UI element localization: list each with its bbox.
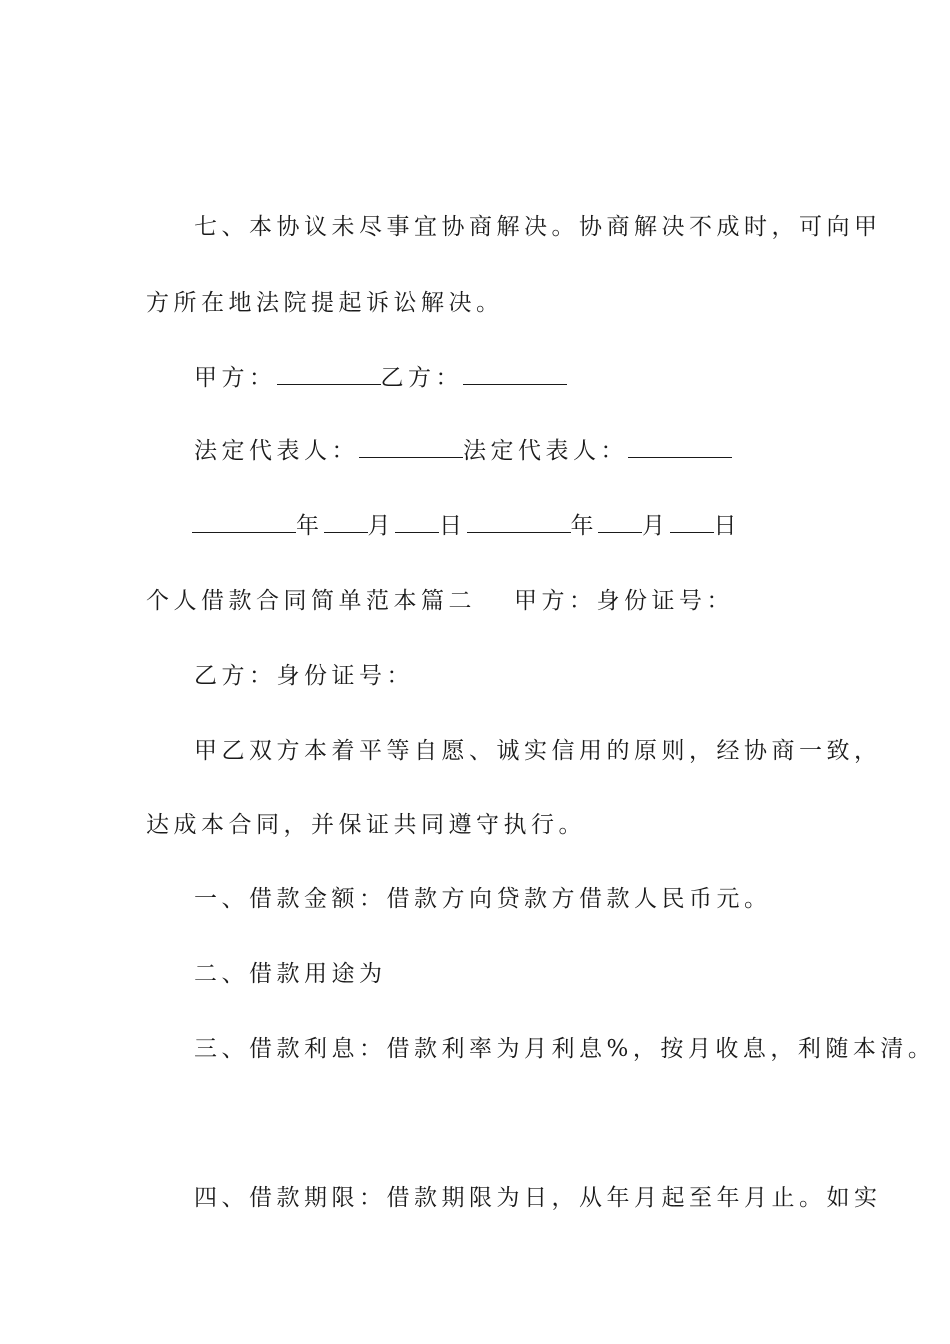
month-b-blank <box>598 512 642 533</box>
legal-rep-a-blank <box>359 437 463 458</box>
day-b-label: 日 <box>713 513 741 539</box>
party-b-label: 乙方： <box>380 365 463 391</box>
section-title-line <box>146 586 734 616</box>
date-line <box>192 511 741 541</box>
signature-party-line <box>194 363 567 393</box>
clause-1: 一、借款金额：借款方向贷款方借款人民币元。 <box>194 886 772 912</box>
section-title: 个人借款合同简单范本篇二 <box>146 588 476 614</box>
party-a-id: 甲方：身份证号： <box>514 588 734 614</box>
day-a-label: 日 <box>439 513 467 539</box>
party-a-label: 甲方： <box>194 365 277 391</box>
year-b-blank <box>467 512 571 533</box>
month-b-label: 月 <box>642 513 670 539</box>
legal-rep-b-label: 法定代表人： <box>463 438 628 464</box>
legal-rep-line <box>194 436 732 466</box>
clause-7-line-2: 方所在地法院提起诉讼解决。 <box>146 290 504 316</box>
day-b-blank <box>670 512 714 533</box>
clause-3: 三、借款利息：借款利率为月利息%，按月收息，利随本清。 <box>194 1036 936 1062</box>
party-b-blank <box>463 364 567 385</box>
day-a-blank <box>395 512 439 533</box>
intro-line-1: 甲乙双方本着平等自愿、诚实信用的原则，经协商一致， <box>194 738 882 764</box>
intro-line-2: 达成本合同，并保证共同遵守执行。 <box>146 812 586 838</box>
clause-4-line-1: 四、借款期限：借款期限为日，从年月起至年月止。如实 <box>194 1185 882 1211</box>
legal-rep-b-blank <box>628 437 732 458</box>
legal-rep-a-label: 法定代表人： <box>194 438 359 464</box>
month-a-blank <box>324 512 368 533</box>
year-a-label: 年 <box>296 513 324 539</box>
party-b-id: 乙方：身份证号： <box>194 663 414 689</box>
party-a-blank <box>277 364 381 385</box>
clause-7-line-1: 七、本协议未尽事宜协商解决。协商解决不成时，可向甲 <box>194 214 882 240</box>
year-b-label: 年 <box>570 513 598 539</box>
clause-2: 二、借款用途为 <box>194 961 387 987</box>
year-a-blank <box>192 512 296 533</box>
month-a-label: 月 <box>367 513 395 539</box>
